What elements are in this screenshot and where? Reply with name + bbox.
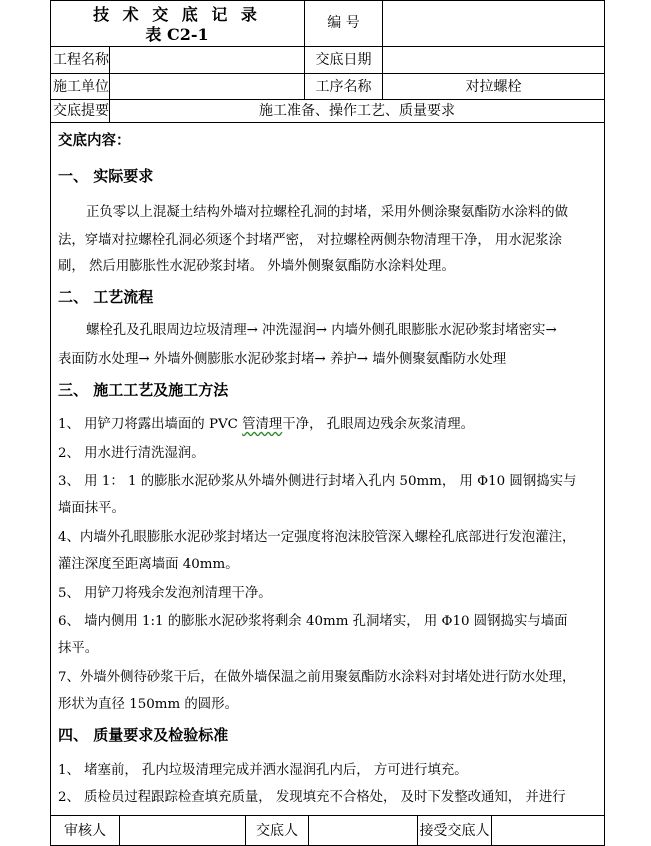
section-3-item-6-line-2: 抹平。 [58, 641, 99, 656]
section-4-item-1: 1、 堵塞前， 孔内垃圾清理完成并洒水湿润孔内后， 方可进行填充。 [58, 763, 468, 778]
section-3-item-1-part-a: 1、 用铲刀将露出墙面的 PVC [58, 417, 243, 432]
project-name-label: 工程名称 [53, 52, 109, 68]
section-2-line: 表面防水处理→ 外墙外侧膨胀水泥砂浆封堵→ 养护→ 墙外侧聚氨酯防水处理 [58, 352, 507, 367]
content-label: 交底内容： [58, 132, 131, 149]
section-1-title: 一、 实际要求 [58, 167, 154, 185]
number-label: 编 号 [327, 15, 360, 31]
section-3-item-3-line-2: 墙面抹平。 [58, 501, 125, 516]
section-3-item-5: 5、 用铲刀将残余发泡剂清理干净。 [58, 586, 272, 601]
section-3-item-6-line-1: 6、 墙内侧用 1:1 的膨胀水泥砂浆将剩余 40mm 孔洞堵实， 用 Φ10 圆钢捣实与墙面 [58, 614, 568, 629]
section-3-item-1 [58, 418, 602, 431]
form-title: 技 术 交 底 记 录 [93, 5, 261, 24]
discloser-label: 交底人 [256, 822, 298, 839]
construction-unit-field[interactable] [110, 74, 304, 99]
disclosure-date-field[interactable] [383, 47, 604, 73]
section-4-title: 四、 质量要求及检验标准 [58, 726, 229, 744]
project-name-field[interactable] [110, 47, 304, 73]
receiver-label: 接受交底人 [419, 822, 490, 839]
number-field[interactable] [383, 0, 604, 46]
discloser-field[interactable] [309, 816, 417, 845]
reviewer-label: 审核人 [64, 822, 106, 839]
section-3-item-4-line-2: 灌注深度至距离墙面 40mm。 [58, 557, 239, 572]
form-code: 表 C2-1 [145, 25, 209, 44]
reviewer-field[interactable] [120, 816, 245, 845]
rule-v-right [604, 0, 605, 846]
rule-h-5 [50, 122, 605, 123]
section-1-line: 刷， 然后用膨胀性水泥砂浆封堵。 外墙外侧聚氨酯防水涂料处理。 [58, 259, 455, 274]
section-3-item-3-line-1: 3、 用 1： 1 的膨胀水泥砂浆从外墙外侧进行封堵入孔内 50mm， 用 Φ10 圆钢捣实与 [58, 474, 577, 489]
section-2-title: 二、 工艺流程 [58, 288, 154, 306]
construction-unit-label: 施工单位 [53, 78, 109, 95]
section-3-item-1-underlined: 管清理 [242, 417, 283, 432]
receiver-field[interactable] [492, 816, 604, 845]
section-3-item-7-line-2: 形状为直径 150mm 的圆形。 [58, 697, 238, 712]
section-2-line: 螺栓孔及孔眼周边垃圾清理→ 冲洗湿润→ 内墙外侧孔眼膨胀水泥砂浆封堵密实→ [86, 323, 557, 338]
rule-v-left [50, 0, 51, 846]
section-3-title: 三、 施工工艺及施工方法 [58, 381, 229, 399]
summary-label: 交底提要 [53, 103, 109, 119]
process-name-label: 工序名称 [315, 78, 372, 95]
disclosure-record-sheet [50, 0, 605, 846]
section-3-item-4-line-1: 4、内墙外孔眼膨胀水泥砂浆封堵达一定强度将泡沫胶管深入螺栓孔底部进行发泡灌注， [58, 530, 576, 545]
summary-value[interactable]: 施工准备、操作工艺、质量要求 [259, 103, 455, 119]
section-1-line: 法，穿墙对拉螺栓孔洞必须逐个封堵严密， 对拉螺栓两侧杂物清理干净， 用水泥浆涂 [58, 233, 562, 248]
section-1-line: 正负零以上混凝土结构外墙对拉螺栓孔洞的封堵，采用外侧涂聚氨酯防水涂料的做 [86, 205, 569, 220]
section-3-item-1-part-b: 干净， 孔眼周边残余灰浆清理。 [282, 417, 475, 432]
disclosure-date-label: 交底日期 [315, 52, 372, 68]
section-3-item-7-line-1: 7、外墙外侧待砂浆干后，在做外墙保温之前用聚氨酯防水涂料对封堵处进行防水处理， [58, 670, 576, 685]
section-3-item-2: 2、 用水进行清洗湿润。 [58, 446, 205, 461]
section-4-item-2: 2、 质检员过程跟踪检查填充质量， 发现填充不合格处， 及时下发整改通知， 并进行 [58, 790, 566, 805]
process-name-value[interactable]: 对拉螺栓 [465, 78, 522, 95]
